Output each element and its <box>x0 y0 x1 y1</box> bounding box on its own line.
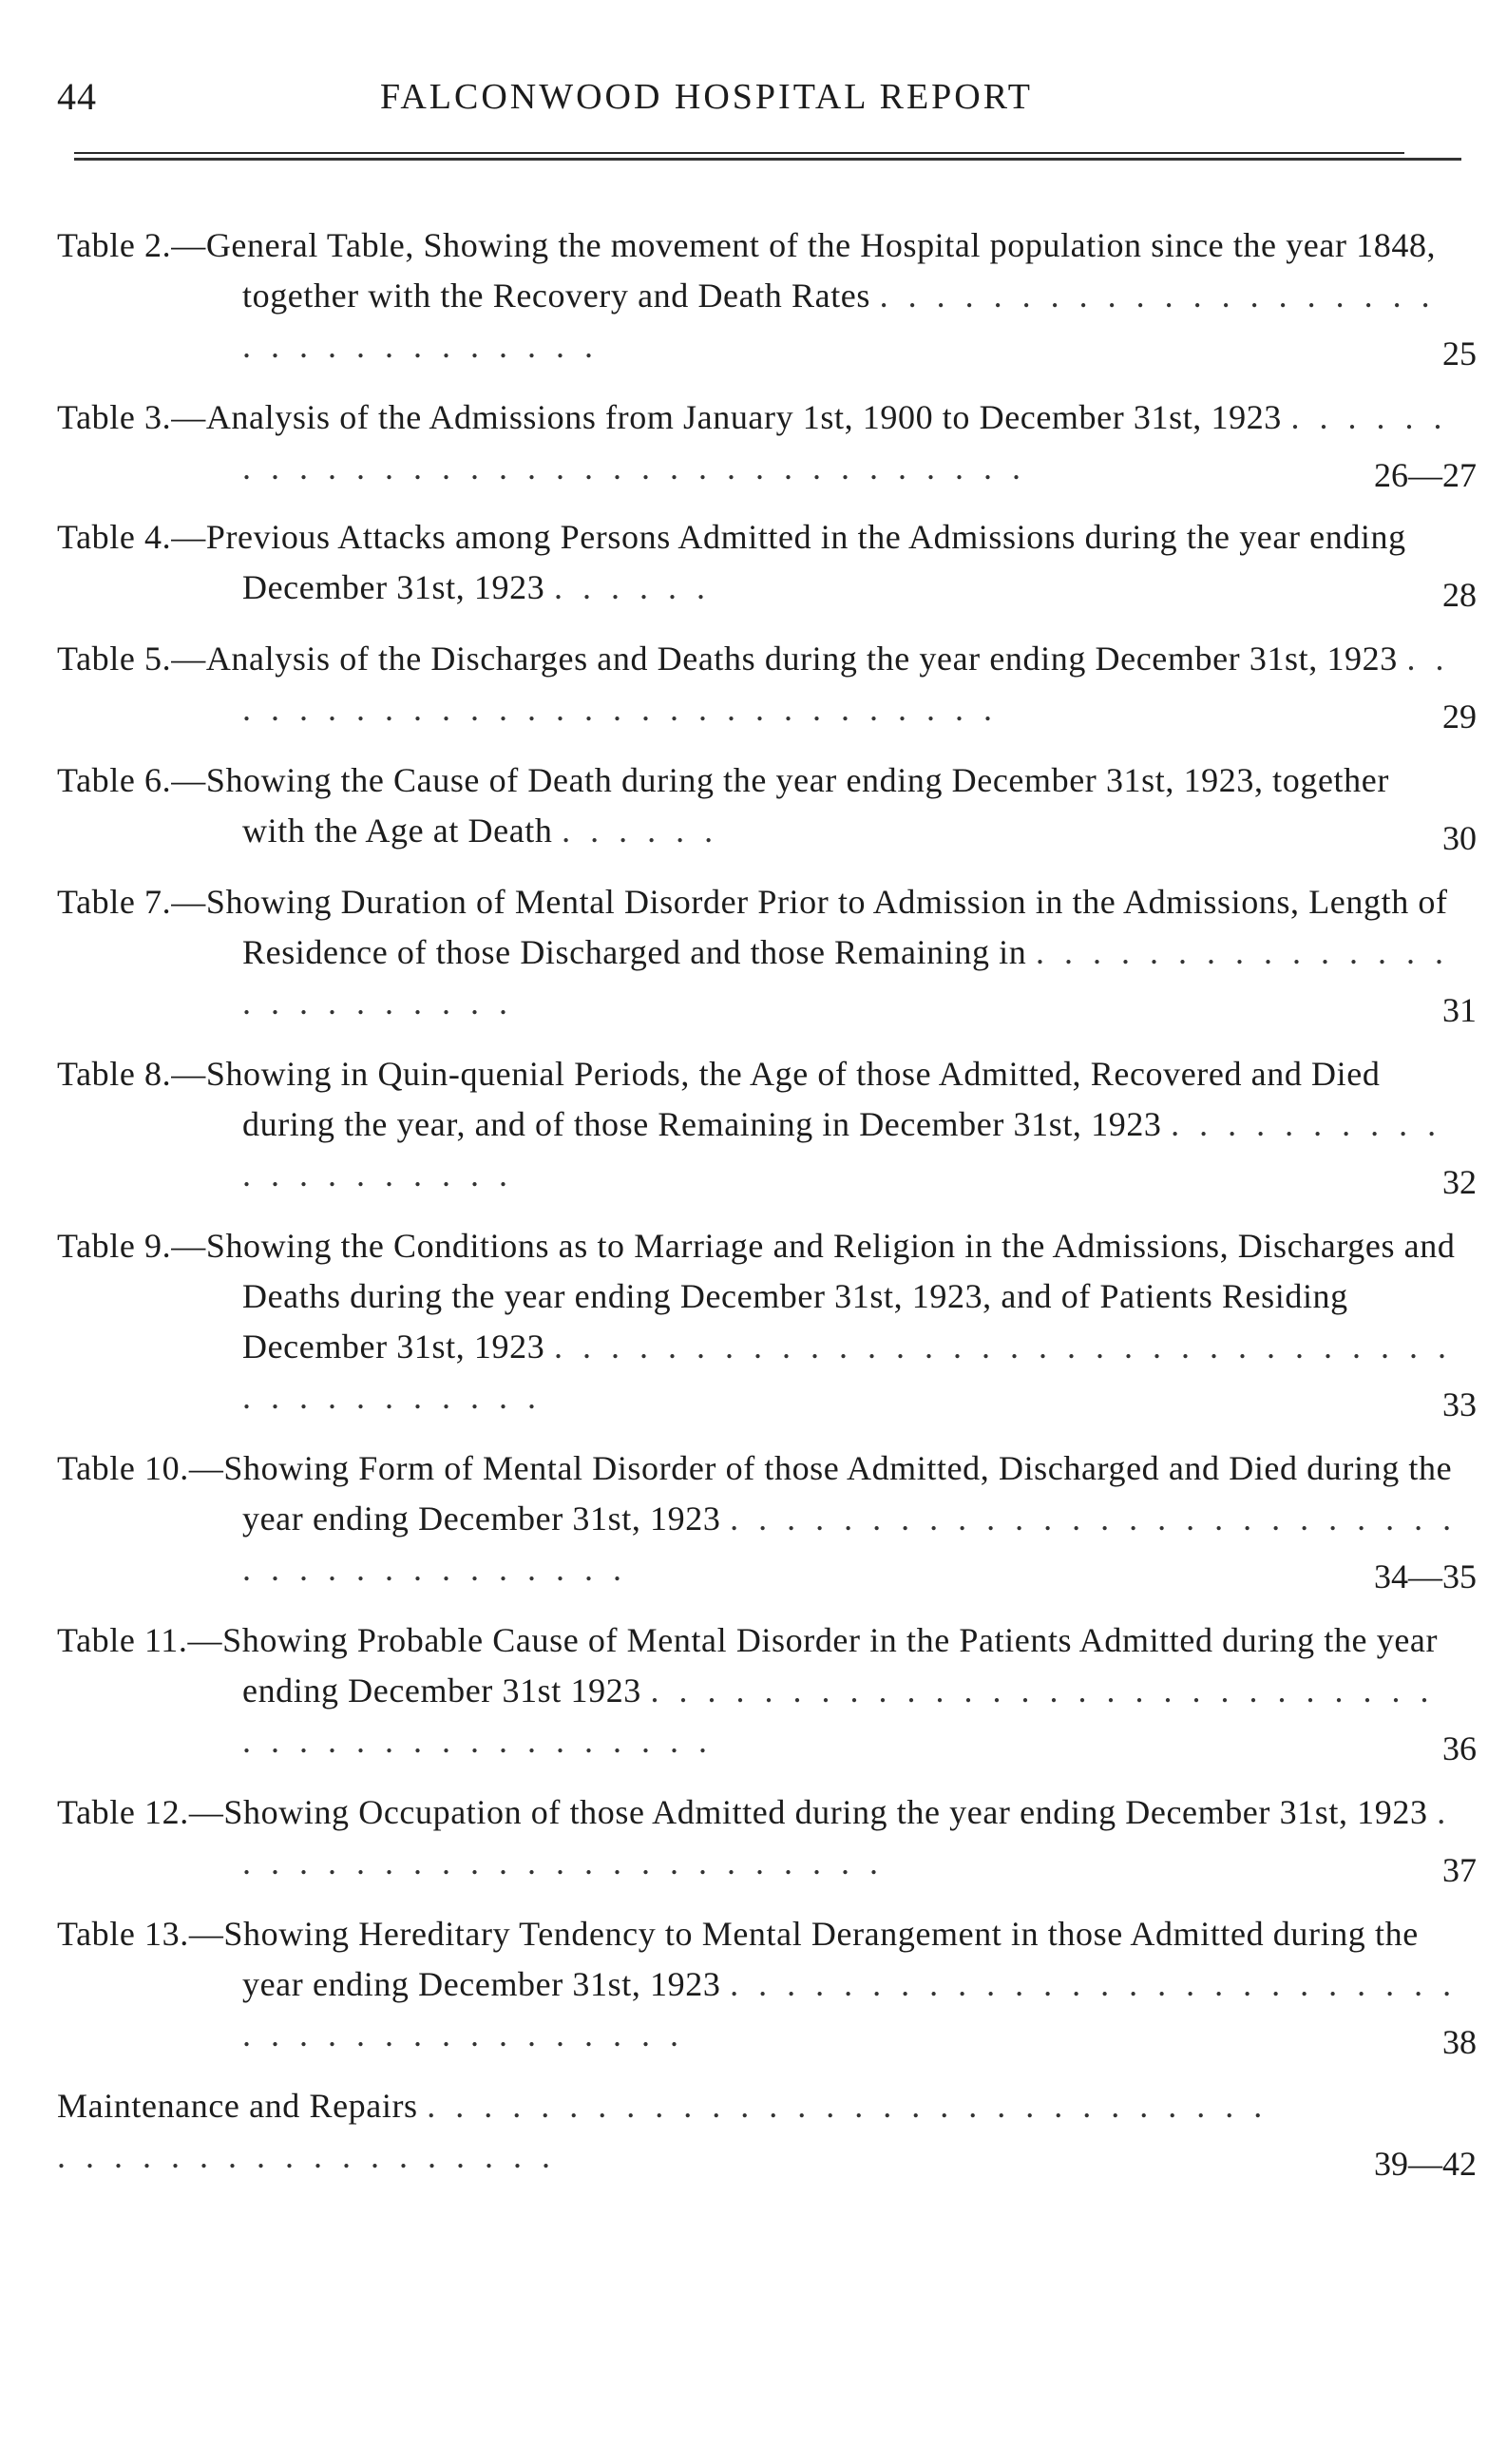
page-header <box>57 74 1463 131</box>
dot-leader: . . . . . . . . . . . . . . . . . . . . . . . . . . . . . <box>242 640 1450 728</box>
toc-entry-page: 36 <box>1442 1729 1477 1767</box>
toc-entry-title: Table 4.—Previous Attacks among Persons Admitted in the Admissions during the year ending December 31st, 1923 <box>57 518 1406 606</box>
dot-leader: . . . . . . . . . . . . . . . . . . . . . . . . . . . . . . . . . . . . . . . . . . <box>242 1965 1458 2053</box>
dot-leader: . . . . . . <box>562 812 719 850</box>
toc-entry-page: 38 <box>1442 2023 1477 2061</box>
running-title: FALCONWOOD HOSPITAL REPORT <box>380 77 1034 117</box>
toc-entry-title: Table 10.—Showing Form of Mental Disorder of those Admitted, Discharged and Died during the year ending December 31st, 1923 <box>57 1449 1453 1538</box>
toc-entry <box>57 755 1482 856</box>
toc-entry-title: Table 12.—Showing Occupation of those Admitted during the year ending December 31st, 1923 <box>57 1793 1428 1831</box>
dot-leader: . . . . . . . . . . . . . . . . . . . . . . . . . <box>242 933 1449 1022</box>
dot-leader: . . . . . . . . . . . . . . . . . . . . . . . . . . . . . . . . . . <box>242 398 1448 487</box>
toc-entry <box>57 877 1482 1028</box>
header-rule-top-line <box>74 152 1404 154</box>
toc-entry-title: Maintenance and Repairs <box>57 2087 418 2125</box>
dot-leader: . . . . . . . . . . . . . . . . . . . . . . . . <box>242 1793 1452 1881</box>
toc-entry-title: Table 5.—Analysis of the Discharges and Deaths during the year ending December 31st, 1923 <box>57 640 1398 678</box>
page-number: 44 <box>57 75 97 118</box>
dot-leader: . . . . . . . . . . . . . . . . . . . . . . . . . . . . . . . . . . . . . . . . . . . . . . . . <box>57 2087 1269 2175</box>
dot-leader: . . . . . . . . . . . . . . . . . . . . <box>242 1105 1442 1194</box>
toc-entry-page: 32 <box>1442 1163 1477 1201</box>
dot-leader: . . . . . . . . . . . . . . . . . . . . . . . . . . . . . . . . . <box>242 277 1436 365</box>
toc-entry-title: Table 9.—Showing the Conditions as to Marriage and Religion in the Admissions, Discharges and Deaths during the year ending December 31st, 1923, and of Patients Residing December 31st, 1923 <box>57 1227 1456 1366</box>
toc-entry-page: 29 <box>1442 697 1477 735</box>
dot-leader: . . . . . . . . . . . . . . . . . . . . . . . . . . . . . . . . . . . . . . . . . . . <box>242 1328 1452 1416</box>
toc-entry-page: 25 <box>1442 334 1477 372</box>
table-of-contents <box>57 220 1482 2203</box>
toc-entry-page: 39—42 <box>1374 2145 1477 2183</box>
toc-entry-page: 30 <box>1442 819 1477 857</box>
toc-entry-page: 31 <box>1442 991 1477 1029</box>
toc-entry <box>57 1787 1482 1888</box>
toc-entry-title: Table 6.—Showing the Cause of Death during the year ending December 31st, 1923, together with the Age at Death <box>57 761 1389 850</box>
toc-entry-title: Table 8.—Showing in Quin-quenial Periods, the Age of those Admitted, Recovered and Died during the year, and of those Remaining in December 31st, 1923 <box>57 1055 1381 1143</box>
toc-entry-page: 33 <box>1442 1385 1477 1423</box>
dot-leader: . . . . . . <box>553 568 711 606</box>
toc-entry <box>57 220 1482 372</box>
toc-entry-page: 37 <box>1442 1851 1477 1889</box>
toc-entry <box>57 512 1482 613</box>
toc-entry <box>57 392 1482 493</box>
toc-entry-page: 26—27 <box>1374 456 1477 494</box>
toc-entry-title: Table 11.—Showing Probable Cause of Mental Disorder in the Patients Admitted during the year ending December 31st 1923 <box>57 1621 1439 1710</box>
toc-entry-title: Table 2.—General Table, Showing the movement of the Hospital population since the year 1848, together with the Recovery and Death Rates <box>57 226 1437 315</box>
toc-entry-page: 34—35 <box>1374 1557 1477 1595</box>
toc-entry <box>57 1221 1482 1423</box>
toc-entry <box>57 2081 1482 2182</box>
header-rule-bottom-line <box>74 158 1461 161</box>
toc-entry <box>57 1443 1482 1595</box>
toc-entry <box>57 634 1482 735</box>
toc-entry-title: Table 7.—Showing Duration of Mental Disorder Prior to Admission in the Admissions, Length of Residence of those Discharged and those Remaining in <box>57 883 1448 971</box>
toc-entry <box>57 1615 1482 1767</box>
toc-entry-title: Table 13.—Showing Hereditary Tendency to Mental Derangement in those Admitted during the year ending December 31st, 1923 <box>57 1915 1419 2003</box>
toc-entry-page: 28 <box>1442 576 1477 614</box>
header-rule <box>74 152 1461 163</box>
dot-leader: . . . . . . . . . . . . . . . . . . . . . . . . . . . . . . . . . . . . . . . . . . . . . <box>242 1671 1435 1760</box>
dot-leader: . . . . . . . . . . . . . . . . . . . . . . . . . . . . . . . . . . . . . . . . <box>242 1499 1458 1588</box>
toc-entry <box>57 1909 1482 2060</box>
toc-entry-title: Table 3.—Analysis of the Admissions from January 1st, 1900 to December 31st, 1923 <box>57 398 1282 436</box>
toc-entry <box>57 1049 1482 1200</box>
